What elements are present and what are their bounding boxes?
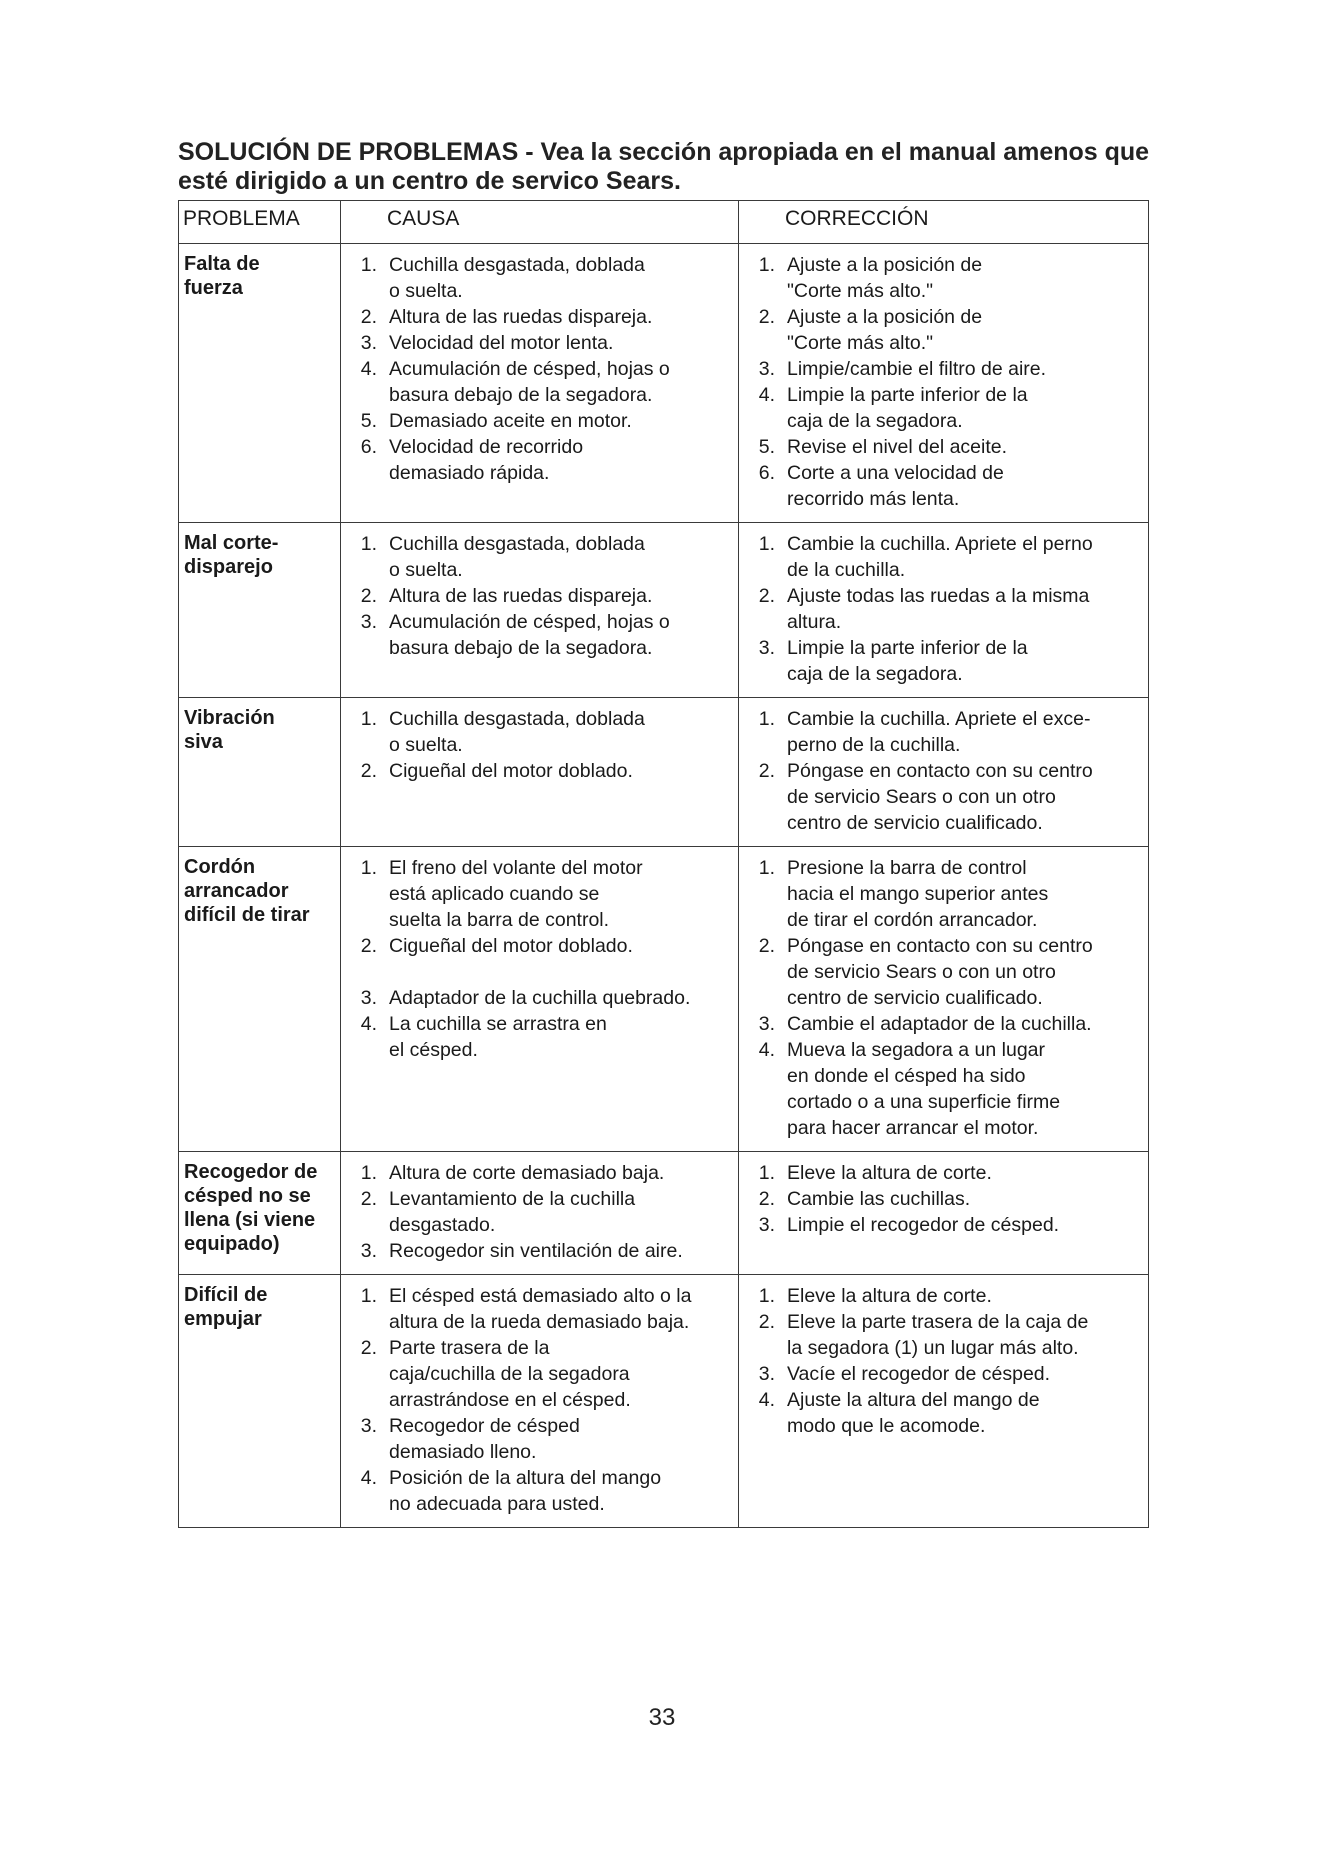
cause-item-text: Parte trasera de la caja/cuchilla de la segadora arrastrándose en el césped. (389, 1337, 631, 1411)
cause-item-text: Cuchilla desgastada, doblada o suelta. (389, 533, 645, 581)
cause-item-text: Cigueñal del motor doblado. (389, 935, 633, 957)
correction-cell (739, 1152, 1149, 1275)
correction-item-text: Eleve la parte trasera de la caja de la segadora (1) un lugar más alto. (787, 1311, 1089, 1359)
cause-item (345, 1283, 734, 1335)
correction-item (743, 1283, 1144, 1309)
correction-item (743, 933, 1144, 1011)
correction-item (743, 1011, 1144, 1037)
cause-item-text: Cuchilla desgastada, doblada o suelta. (389, 708, 645, 756)
cause-cell (341, 523, 739, 698)
correction-item-text: Revise el nivel del aceite. (787, 436, 1008, 458)
problem-cell: Cordón arrancador difícil de tirar (179, 847, 341, 1152)
correction-item-number: 6. (758, 462, 775, 484)
cause-item-text: Recogedor de césped demasiado lleno. (389, 1415, 580, 1463)
cause-list (345, 855, 734, 1063)
cause-item (345, 758, 734, 784)
cause-item-number: 2. (360, 760, 377, 782)
correction-item (743, 1387, 1144, 1439)
page-number: 33 (648, 1704, 676, 1731)
correction-item-number: 2. (758, 760, 775, 782)
correction-item-number: 2. (758, 1311, 775, 1333)
table-row (179, 1275, 1149, 1528)
correction-item (743, 382, 1144, 434)
correction-item (743, 1361, 1144, 1387)
problem-cell: Difícil de empujar (179, 1275, 341, 1528)
cause-item-text: Velocidad de recorrido demasiado rápida. (389, 436, 584, 484)
cause-item-number: 3. (360, 332, 377, 354)
correction-item-text: Póngase en contacto con su centro de servicio Sears o con un otro centro de servicio cualificado. (787, 760, 1093, 834)
cause-item-number: 5. (360, 410, 377, 432)
cause-list (345, 1160, 734, 1264)
correction-item-text: Corte a una velocidad de recorrido más lenta. (787, 462, 1004, 510)
correction-list (743, 855, 1144, 1141)
correction-item-text: Cambie la cuchilla. Apriete el exce- perno de la cuchilla. (787, 708, 1091, 756)
cause-item-text: Acumulación de césped, hojas o basura debajo de la segadora. (389, 358, 670, 406)
correction-item-text: Ajuste la altura del mango de modo que le acomode. (787, 1389, 1040, 1437)
cause-item (345, 1413, 734, 1465)
table-row (179, 1152, 1149, 1275)
correction-item-number: 4. (758, 1039, 775, 1061)
table-row (179, 244, 1149, 523)
correction-item-text: Limpie la parte inferior de la caja de la segadora. (787, 384, 1028, 432)
correction-item-text: Póngase en contacto con su centro de servicio Sears o con un otro centro de servicio cualificado. (787, 935, 1093, 1009)
cause-cell (341, 698, 739, 847)
correction-item-text: Vacíe el recogedor de césped. (787, 1363, 1051, 1385)
correction-item (743, 855, 1144, 933)
table-header-row (179, 201, 1149, 244)
cause-item (345, 1186, 734, 1238)
correction-item-number: 1. (758, 857, 775, 879)
correction-item (743, 304, 1144, 356)
cause-item (345, 330, 734, 356)
correction-list (743, 531, 1144, 687)
table-row (179, 847, 1149, 1152)
cause-item (345, 985, 734, 1011)
cause-item (345, 356, 734, 408)
correction-item-number: 4. (758, 1389, 775, 1411)
correction-item-number: 3. (758, 358, 775, 380)
cause-item-number: 3. (360, 1240, 377, 1262)
correction-item-number: 3. (758, 1363, 775, 1385)
table-body (179, 244, 1149, 1528)
cause-item-text: Adaptador de la cuchilla quebrado. (389, 987, 691, 1009)
cause-cell (341, 847, 739, 1152)
correction-item (743, 1212, 1144, 1238)
problem-cell: Recogedor de césped no se llena (si viene equipado) (179, 1152, 341, 1275)
cause-item (345, 583, 734, 609)
problem-column-header: PROBLEMA (179, 201, 341, 244)
correction-item (743, 356, 1144, 382)
cause-cell (341, 1152, 739, 1275)
correction-item-text: Limpie/cambie el filtro de aire. (787, 358, 1047, 380)
cause-item (345, 434, 734, 486)
correction-item-number: 1. (758, 708, 775, 730)
correction-item-text: Limpie la parte inferior de la caja de la segadora. (787, 637, 1028, 685)
cause-item-text: Cuchilla desgastada, doblada o suelta. (389, 254, 645, 302)
correction-column-header: CORRECCIÓN (739, 201, 1149, 244)
cause-item-text: Velocidad del motor lenta. (389, 332, 614, 354)
correction-item (743, 460, 1144, 512)
cause-item (345, 1465, 734, 1517)
cause-item-number: 6. (360, 436, 377, 458)
correction-item (743, 1037, 1144, 1141)
correction-list (743, 252, 1144, 512)
correction-item-number: 1. (758, 254, 775, 276)
correction-item-text: Presione la barra de control hacia el mango superior antes de tirar el cordón arrancador. (787, 857, 1049, 931)
cause-item (345, 408, 734, 434)
cause-item-number: 2. (360, 585, 377, 607)
cause-column-header: CAUSA (341, 201, 739, 244)
cause-item-number: 1. (360, 1285, 377, 1307)
correction-cell (739, 1275, 1149, 1528)
correction-list (743, 1283, 1144, 1439)
cause-item-text: Altura de las ruedas dispareja. (389, 306, 653, 328)
cause-item-text: Recogedor sin ventilación de aire. (389, 1240, 683, 1262)
cause-item-number: 4. (360, 1013, 377, 1035)
cause-item-text: Levantamiento de la cuchilla desgastado. (389, 1188, 636, 1236)
page-heading: SOLUCIÓN DE PROBLEMAS - Vea la sección apropiada en el manual amenos que esté dirigido a un centro de servico Sears. (178, 138, 1150, 195)
correction-item (743, 1160, 1144, 1186)
cause-item-number: 2. (360, 1188, 377, 1210)
cause-item-text: La cuchilla se arrastra en el césped. (389, 1013, 607, 1061)
correction-item-number: 4. (758, 384, 775, 406)
correction-item (743, 1186, 1144, 1212)
cause-list (345, 706, 734, 784)
correction-cell (739, 847, 1149, 1152)
correction-item-number: 3. (758, 1214, 775, 1236)
correction-item-number: 5. (758, 436, 775, 458)
troubleshooting-table (178, 200, 1149, 1528)
cause-item-number: 2. (360, 306, 377, 328)
cause-item (345, 1335, 734, 1413)
cause-item (345, 1011, 734, 1063)
problem-cell: Vibración siva (179, 698, 341, 847)
correction-item-number: 1. (758, 533, 775, 555)
cause-item-number: 1. (360, 533, 377, 555)
cause-item-number: 1. (360, 1162, 377, 1184)
cause-item (345, 706, 734, 758)
table-row (179, 698, 1149, 847)
cause-item (345, 304, 734, 330)
correction-item-text: Ajuste a la posición de "Corte más alto." (787, 306, 983, 354)
correction-item-text: Ajuste a la posición de "Corte más alto." (787, 254, 983, 302)
problem-cell: Falta de fuerza (179, 244, 341, 523)
correction-list (743, 1160, 1144, 1238)
correction-item-number: 2. (758, 306, 775, 328)
correction-item (743, 706, 1144, 758)
correction-cell (739, 698, 1149, 847)
cause-item (345, 933, 734, 985)
cause-item-text: Altura de corte demasiado baja. (389, 1162, 665, 1184)
correction-item-number: 2. (758, 935, 775, 957)
cause-item (345, 252, 734, 304)
cause-item (345, 855, 734, 933)
correction-item-number: 3. (758, 637, 775, 659)
cause-list (345, 252, 734, 486)
correction-item (743, 531, 1144, 583)
correction-cell (739, 244, 1149, 523)
cause-item-number: 3. (360, 987, 377, 1009)
cause-item-text: Demasiado aceite en motor. (389, 410, 632, 432)
correction-item (743, 252, 1144, 304)
correction-cell (739, 523, 1149, 698)
correction-item (743, 434, 1144, 460)
cause-item-number: 4. (360, 1467, 377, 1489)
cause-list (345, 531, 734, 661)
correction-item-text: Mueva la segadora a un lugar en donde el césped ha sido cortado o a una superficie firme para hacer arrancar el motor. (787, 1039, 1061, 1139)
cause-item-number: 1. (360, 857, 377, 879)
cause-item-text: Acumulación de césped, hojas o basura debajo de la segadora. (389, 611, 670, 659)
correction-list (743, 706, 1144, 836)
cause-item-number: 3. (360, 611, 377, 633)
cause-item-number: 2. (360, 1337, 377, 1359)
correction-item (743, 758, 1144, 836)
correction-item-number: 2. (758, 585, 775, 607)
cause-item-text: El césped está demasiado alto o la altura de la rueda demasiado baja. (389, 1285, 692, 1333)
cause-item-number: 2. (360, 935, 377, 957)
cause-list (345, 1283, 734, 1517)
correction-item-text: Cambie la cuchilla. Apriete el perno de la cuchilla. (787, 533, 1093, 581)
correction-item-text: Cambie las cuchillas. (787, 1188, 971, 1210)
cause-item (345, 1160, 734, 1186)
cause-item-text: Altura de las ruedas dispareja. (389, 585, 653, 607)
cause-item (345, 1238, 734, 1264)
cause-item-text: Cigueñal del motor doblado. (389, 760, 633, 782)
correction-item-number: 1. (758, 1285, 775, 1307)
cause-item-number: 1. (360, 254, 377, 276)
cause-cell (341, 1275, 739, 1528)
correction-item-text: Cambie el adaptador de la cuchilla. (787, 1013, 1092, 1035)
correction-item-number: 3. (758, 1013, 775, 1035)
correction-item-text: Eleve la altura de corte. (787, 1285, 992, 1307)
correction-item (743, 583, 1144, 635)
cause-item-text: El freno del volante del motor está aplicado cuando se suelta la barra de control. (389, 857, 643, 931)
cause-item (345, 609, 734, 661)
table-row (179, 523, 1149, 698)
cause-item (345, 531, 734, 583)
correction-item-number: 2. (758, 1188, 775, 1210)
correction-item-text: Limpie el recogedor de césped. (787, 1214, 1060, 1236)
correction-item-number: 1. (758, 1162, 775, 1184)
problem-cell: Mal corte- disparejo (179, 523, 341, 698)
cause-item-number: 1. (360, 708, 377, 730)
correction-item-text: Ajuste todas las ruedas a la misma altura. (787, 585, 1090, 633)
cause-item-number: 3. (360, 1415, 377, 1437)
cause-cell (341, 244, 739, 523)
cause-item-number: 4. (360, 358, 377, 380)
correction-item (743, 635, 1144, 687)
correction-item-text: Eleve la altura de corte. (787, 1162, 992, 1184)
cause-item-text: Posición de la altura del mango no adecuada para usted. (389, 1467, 662, 1515)
correction-item (743, 1309, 1144, 1361)
